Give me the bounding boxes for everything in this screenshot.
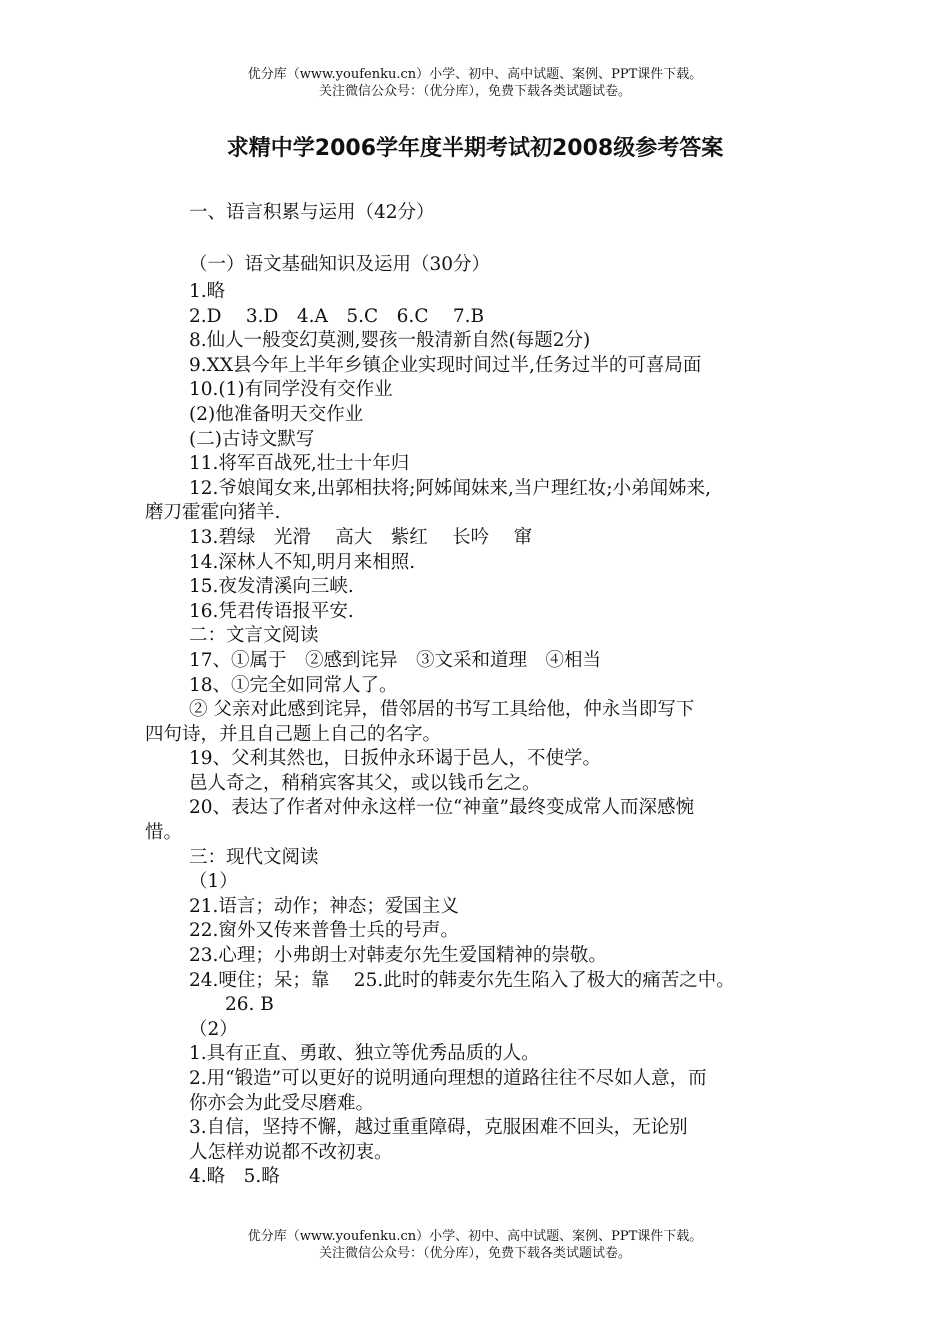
answer-line: 磨刀霍霍向猪羊. [145,502,281,524]
page-footer [0,1228,950,1262]
footer-line-1: 优分库（www.youfenku.cn）小学、初中、高中试题、案例、PPT课件下载。 [247,1229,703,1244]
answer-line: 9.XX县今年上半年乡镇企业实现时间过半,任务过半的可喜局面 [189,354,702,376]
section-heading: 二：文言文阅读 [189,625,319,647]
header-line-2: 关注微信公众号：（优分库），免费下载各类试题试卷。 [318,84,631,99]
answer-line: ② 父亲对此感到诧异，借邻居的书写工具给他，仲永当即写下 [189,699,695,721]
answer-line: 24.哽住；呆；靠 25.此时的韩麦尔先生陷入了极大的痛苦之中。 [189,969,735,991]
answer-line: 17、①属于 ②感到诧异 ③文采和道理 ④相当 [189,649,602,671]
answer-line: 惜。 [145,822,183,844]
answer-line: 邑人奇之，稍稍宾客其父，或以钱币乞之。 [189,772,541,794]
answer-line: 23.心理；小弗朗士对韩麦尔先生爱国精神的崇敬。 [189,945,607,967]
answer-line: 3.自信，坚持不懈，越过重重障碍，克服困难不回头，无论别 [189,1117,688,1139]
answer-line: 20、表达了作者对仲永这样一位“神童”最终变成常人而深感惋 [189,797,694,819]
answer-line: 10.(1)有同学没有交作业 [189,379,393,401]
answer-line: 8.仙人一般变幻莫测,婴孩一般清新自然(每题2分) [189,330,591,352]
answer-line: 1.略 [189,281,226,302]
answer-line: 4.略 5.略 [189,1166,280,1188]
header-line-1: 优分库（www.youfenku.cn）小学、初中、高中试题、案例、PPT课件下载。 [247,67,703,82]
answer-line: 15.夜发清溪向三峡. [189,576,354,598]
answer-line: （1） [189,871,238,893]
answer-line: 18、①完全如同常人了。 [189,674,398,696]
page-header [0,66,950,100]
answer-line: 26. B [225,994,274,1016]
answer-line: 19、父利其然也，日扳仲永环谒于邑人，不使学。 [189,748,602,770]
answer-line: 2.用“锻造”可以更好的说明通向理想的道路往往不尽如人意，而 [189,1068,707,1089]
answer-line: 你亦会为此受尽磨难。 [189,1092,375,1114]
answer-line: （2） [189,1018,238,1040]
section-heading: 一、语言积累与运用（42分） [189,202,435,223]
answer-line: (二)古诗文默写 [189,428,315,450]
answer-line: 2.D 3.D 4.A 5.C 6.C 7.B [189,305,485,327]
document-title: 求精中学2006学年度半期考试初2008级参考答案 [226,136,724,161]
answer-line: 21.语言；动作；神态；爱国主义 [189,895,459,917]
answer-line: 1.具有正直、勇敢、独立等优秀品质的人。 [189,1043,540,1065]
answer-line: 16.凭君传语报平安. [189,600,354,622]
answer-line: 13.碧绿 光滑 高大 紫红 长吟 窜 [189,526,533,548]
answer-line: 四句诗，并且自己题上自己的名字。 [145,723,442,745]
answer-line: 11.将军百战死,壮士十年归 [189,453,410,475]
footer-line-2: 关注微信公众号：（优分库），免费下载各类试题试卷。 [318,1246,631,1261]
answer-line: (2)他准备明天交作业 [189,403,364,425]
answer-line: 人怎样劝说都不改初衷。 [189,1141,393,1163]
section-heading: 三：现代文阅读 [189,846,319,868]
subsection-heading: （一）语文基础知识及运用（30分） [189,254,491,275]
answer-line: 12.爷娘闻女来,出郭相扶将;阿姊闻妹来,当户理红妆;小弟闻姊来, [189,477,712,499]
answer-line: 14.深林人不知,明月来相照. [189,551,416,573]
answer-line: 22.窗外又传来普鲁士兵的号声。 [189,920,459,942]
answer-body [145,198,815,1190]
